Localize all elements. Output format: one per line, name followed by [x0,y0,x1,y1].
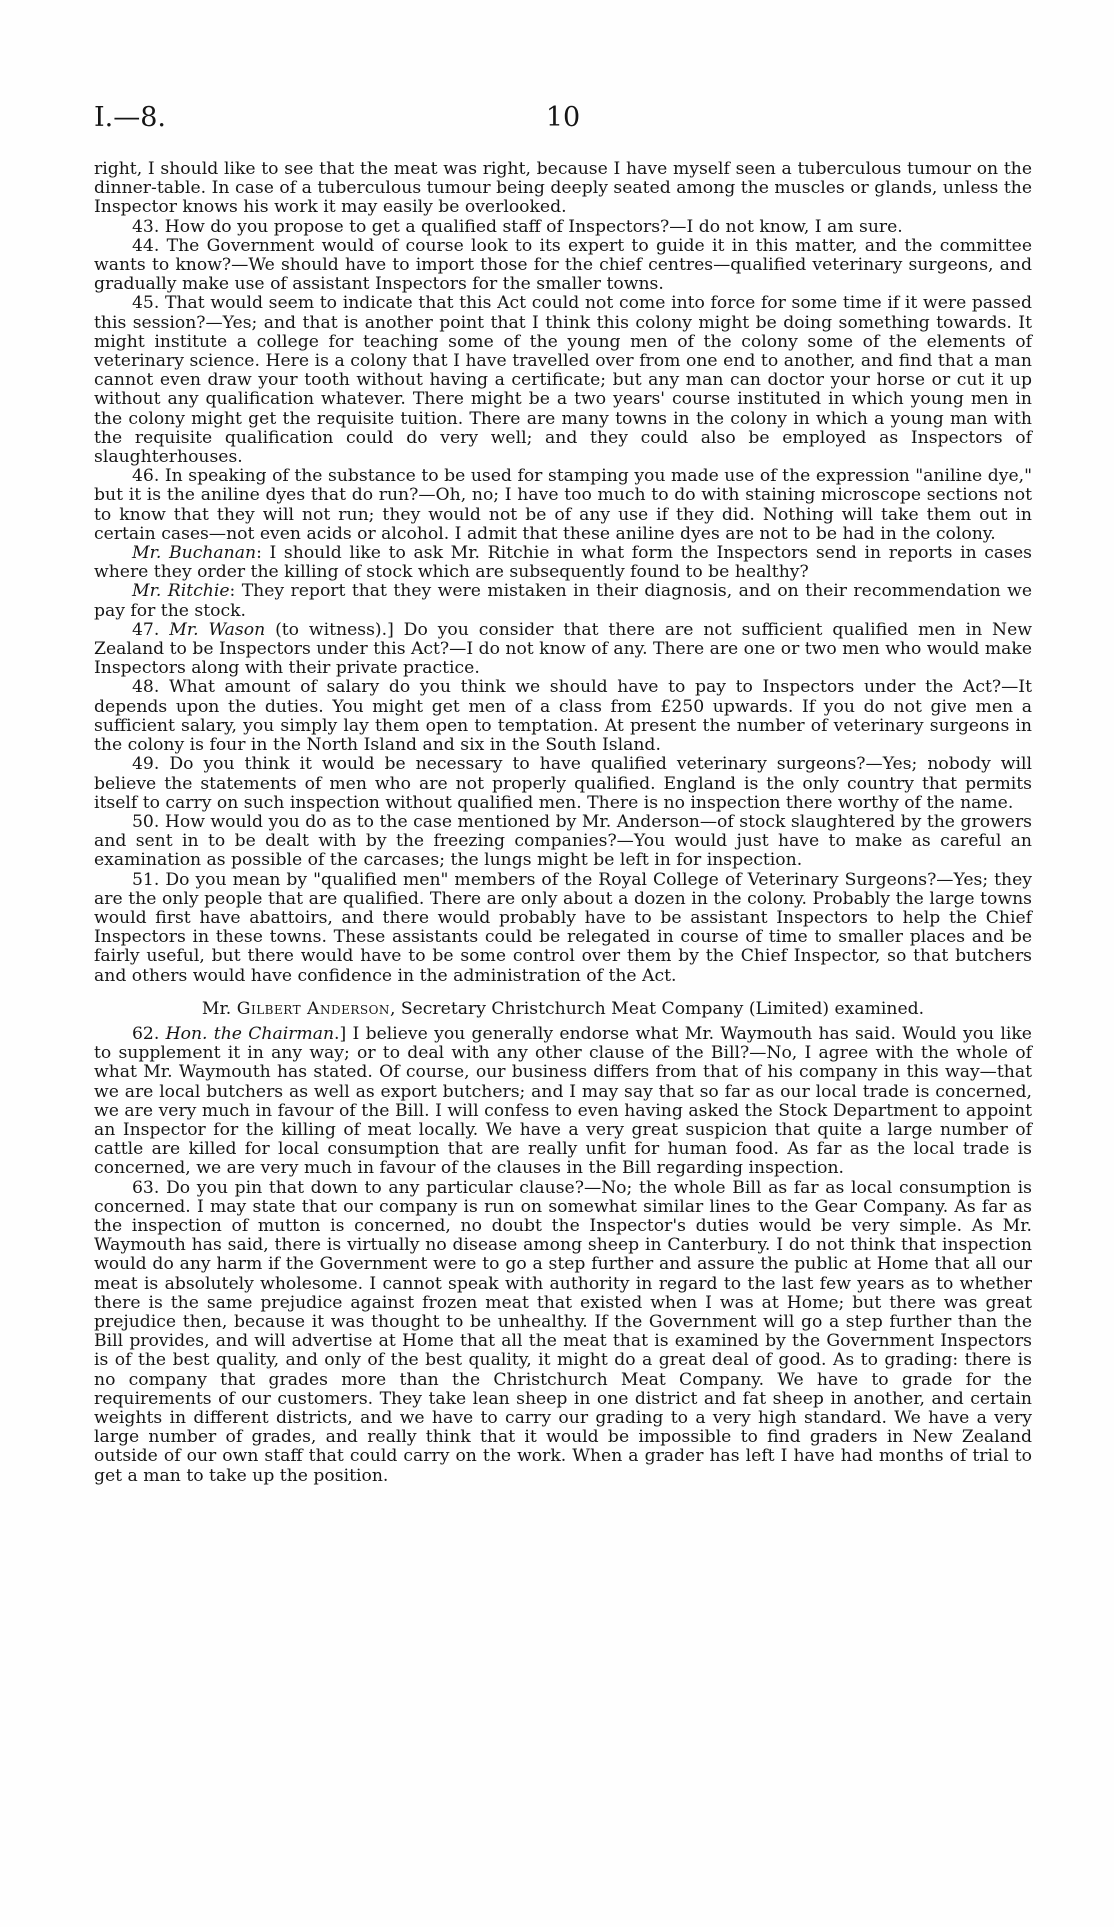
page-number: 10 [545,102,581,133]
paragraph: Mr. Buchanan: I should like to ask Mr. Ritchie in what form the Inspectors send in reports in cases where they order the killing of stock which are subsequently found to be healthy? [94,543,1032,583]
paragraph: 43. How do you propose to get a qualified staff of Inspectors?—I do not know, I am sure. [132,216,903,237]
paragraph: 45. That would seem to indicate that this Act could not come into force for some time if it were passed this session?—Yes; and that is another point that I think this colony might be doing something towards. It might institute a college for teaching some of the young men of the colony some of the elements of veterinary science. Here is a colony that I have travelled over from one end to another, and find that a man cannot even draw your tooth without having a certificate; but any man can doctor your horse or cut it up without any qualification whatever. There might be a two years' course instituted in which young men in the colony might get the requisite tuition. There are many towns in the colony in which a young man with the requisite qualification could do very well; and they could also be employed as Inspectors of slaughterhouses. [94,293,1032,468]
paragraph: 44. The Government would of course look to its expert to guide it in this matter, and the committee wants to know?—We should have to import those for the chief centres—qualified veterinary surgeons, and gradually make use of assistant Inspectors for the smaller towns. [94,235,1032,295]
speaker-name: Mr. Ritchie [132,581,230,602]
paragraph: right, I should like to see that the meat was right, because I have myself seen a tuberculous tumour on the dinner-table. In case of a tuberculous tumour being deeply seated among the muscles or glands, unless the Inspector knows his work it may easily be overlooked. [94,159,1032,218]
speaker-name: Mr. Wason [169,619,266,640]
paragraph: 62. Hon. the Chairman.] I believe you generally endorse what Mr. Waymouth has said. Would you like to supplement it in any way; or to deal with any other clause of the Bill?—No, I agree with the whole of what Mr. Waymouth has stated. Of course, our business differs from that of his company in this way—that we are local butchers as well as export butchers; and I may say that so far as our local trade is concerned, we are very much in favour of the Bill. I will confess to even having asked the Stock Department to appoint an Inspector for the killing of meat locally. We have a very great suspicion that quite a large number of cattle are killed for local consumption that are really unfit for human food. As far as the local trade is concerned, we are very much in favour of the clauses in the Bill regarding inspection. [94,1023,1032,1179]
speaker-name: Hon. the Chairman [165,1023,335,1044]
paragraph: 63. Do you pin that down to any particular clause?—No; the whole Bill as far as local consumption is concerned. I may state that our company is run on somewhat similar lines to the Gear Company. As far as the inspection of mutton is concerned, no doubt the Inspector's duties would be very simple. As Mr. Waymouth has said, there is virtually no disease among sheep in Canterbury. I do not think that inspection would do any harm if the Government were to go a step further and assure the public at Home that all our meat is absolutely wholesome. I cannot speak with authority in regard to the last few years as to whether there is the same prejudice against frozen meat that existed when I was at Home; but there was great prejudice then, because it was thought to be unhealthy. If the Government will go a step further than the Bill provides, and will advertise at Home that all the meat that is examined by the Government Inspectors is of the best quality, and only of the best quality, it might do a great deal of good. As to grading: there is no company that grades more than the Christchurch Meat Company. We have to grade for the requirements of our customers. They take lean sheep in one district and fat sheep in another, and certain weights in different districts, and we have to carry our grading to a very high standard. We have a very large number of grades, and really think that it would be impossible to find graders in New Zealand outside of our own staff that could carry on the work. When a grader has left I have had months of trial to get a man to take up the position. [94,1177,1032,1486]
body-text [94,160,1032,1486]
speaker-name: Mr. Buchanan [132,543,257,564]
paper-reference: I.—8. [94,102,167,133]
witness-name: Gilbert Anderson [236,998,390,1019]
paragraph: 46. In speaking of the substance to be used for stamping you made use of the expression "aniline dye," but it is the aniline dyes that do run?—Oh, no; I have too much to do with staining microscope sections not to know that they will not run; they would not be of any use if they did. Nothing will take them out in certain cases—not even acids or alcohol. I admit that these aniline dyes are not to be had in the colony. [94,466,1032,544]
paragraph: Mr. Ritchie: They report that they were mistaken in their diagnosis, and on their recommendation we pay for the stock. [94,581,1032,621]
witness-heading: Mr. Gilbert Anderson, Secretary Christchurch Meat Company (Limited) examined. [201,998,925,1019]
paragraph: 48. What amount of salary do you think we should have to pay to Inspectors under the Act?—It depends upon the duties. You might get men of a class from £250 upwards. If you do not give men a sufficient salary, you simply lay them open to temptation. At present the number of veterinary surgeons in the colony is four in the North Island and six in the South Island. [94,677,1032,756]
paragraph: 49. Do you think it would be necessary to have qualified veterinary surgeons?—Yes; nobody will believe the statements of men who are not properly qualified. England is the only country that permits itself to carry on such inspection without qualified men. There is no inspection there worthy of the name. [94,754,1032,813]
paragraph: 51. Do you mean by "qualified men" members of the Royal College of Veterinary Surgeons?—Yes; they are the only people that are qualified. There are only about a dozen in the colony. Probably the large towns would first have abattoirs, and there would probably have to be assistant Inspectors to help the Chief Inspectors in these towns. These assistants could be relegated in course of time to smaller places and be fairly useful, but there would have to be some control over them by the Chief Inspector, so that butchers and others would have confidence in the administration of the Act. [94,869,1032,986]
paragraph: 47. Mr. Wason (to witness).] Do you consider that there are not sufficient qualified men in New Zealand to be Inspectors under this Act?—I do not know of any. There are one or two men who would make Inspectors along with their private practice. [94,619,1033,679]
page-header [94,100,1032,140]
paragraph: 50. How would you do as to the case mentioned by Mr. Anderson—of stock slaughtered by the growers and sent in to be dealt with by the freezing companies?—You would just have to make as careful an examination as possible of the carcases; the lungs might be left in for inspection. [94,811,1032,871]
